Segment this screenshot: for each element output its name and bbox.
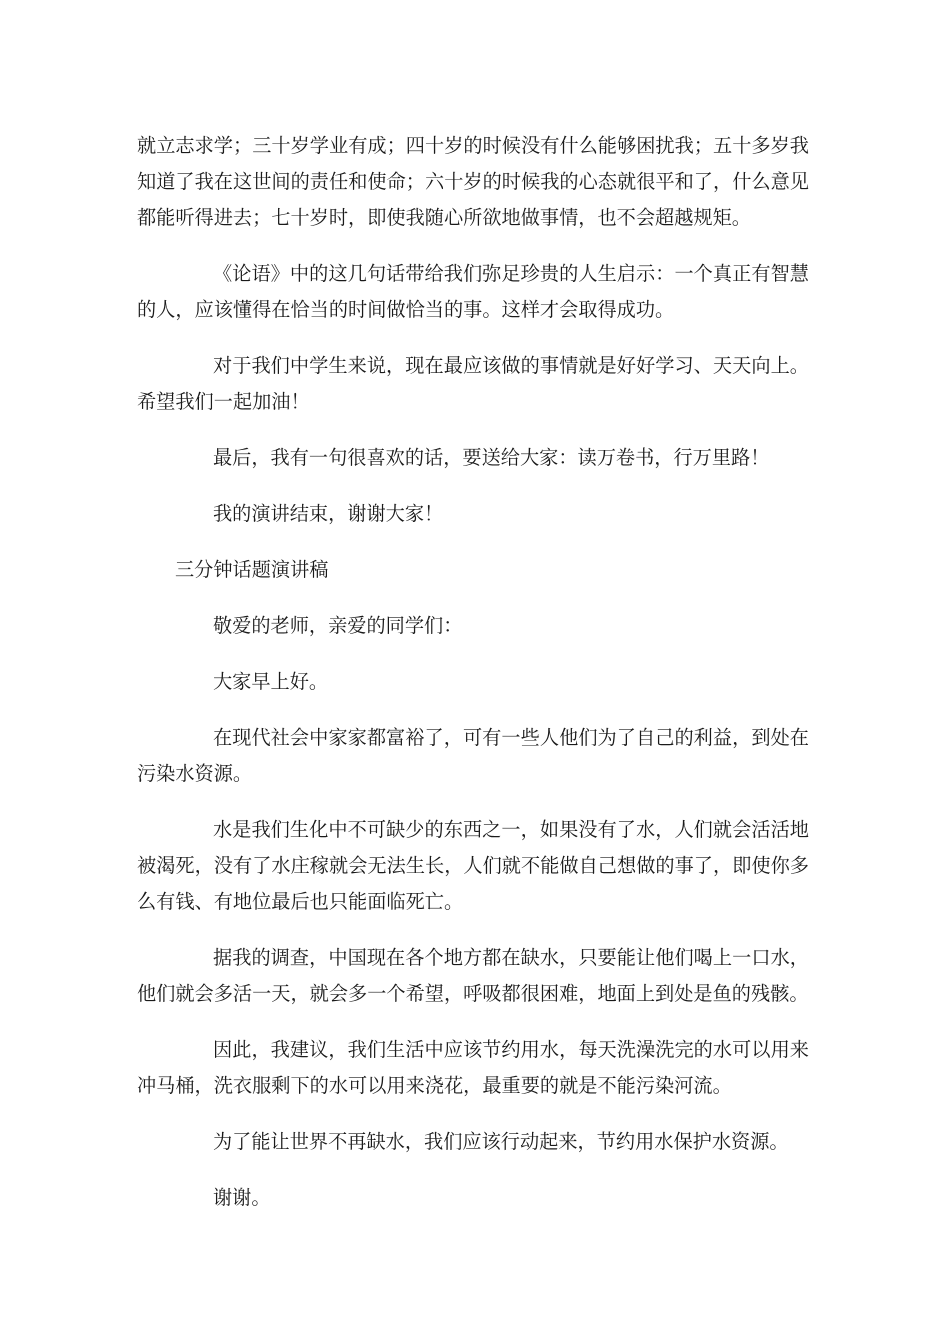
- paragraph-speech-end: 我的演讲结束，谢谢大家！: [213, 502, 444, 525]
- paragraph-analects: 《论语》中的这几句话带给我们弥足珍贵的人生启示：一个真正有智慧的人，应该懂得在恰当的时间做恰当的事。这样才会取得成功。: [137, 262, 809, 321]
- paragraph-pollution: 在现代社会中家家都富裕了，可有一些人他们为了自己的利益，到处在污染水资源。: [137, 726, 809, 785]
- paragraph-students: 对于我们中学生来说，现在最应该做的事情就是好好学习、天天向上。希望我们一起加油！: [137, 354, 809, 413]
- paragraph-suggestion: 因此，我建议，我们生活中应该节约用水，每天洗澡洗完的水可以用来冲马桶，洗衣服剩下的水可以用来浇花，最重要的就是不能污染河流。: [137, 1038, 809, 1097]
- paragraph-good-morning: 大家早上好。: [213, 670, 329, 693]
- paragraph-call-to-action: 为了能让世界不再缺水，我们应该行动起来，节约用水保护水资源。: [213, 1130, 789, 1153]
- paragraph-water-importance: 水是我们生化中不可缺少的东西之一，如果没有了水，人们就会活活地被渴死，没有了水庄稼就会无法生长，人们就不能做自己想做的事了，即使你多么有钱、有地位最后也只能面临死亡。: [137, 818, 809, 913]
- paragraph-survey: 据我的调查，中国现在各个地方都在缺水，只要能让他们喝上一口水，他们就会多活一天，就会多一个希望，呼吸都很困难，地面上到处是鱼的残骸。: [137, 946, 809, 1005]
- paragraph-thanks: 谢谢。: [213, 1186, 271, 1209]
- paragraph-closing-quote: 最后，我有一句很喜欢的话，要送给大家：读万卷书，行万里路！: [213, 446, 770, 469]
- section-title: 三分钟话题演讲稿: [175, 558, 329, 581]
- paragraph-greeting: 敬爱的老师，亲爱的同学们：: [213, 614, 463, 637]
- document-page: [137, 128, 809, 1236]
- paragraph-continuation: 就立志求学；三十岁学业有成；四十岁的时候没有什么能够困扰我；五十多岁我知道了我在这世间的责任和使命；六十岁的时候我的心态就很平和了，什么意见都能听得进去；七十岁时，即使我随心所欲地做事情，也不会超越规矩。: [137, 134, 809, 229]
